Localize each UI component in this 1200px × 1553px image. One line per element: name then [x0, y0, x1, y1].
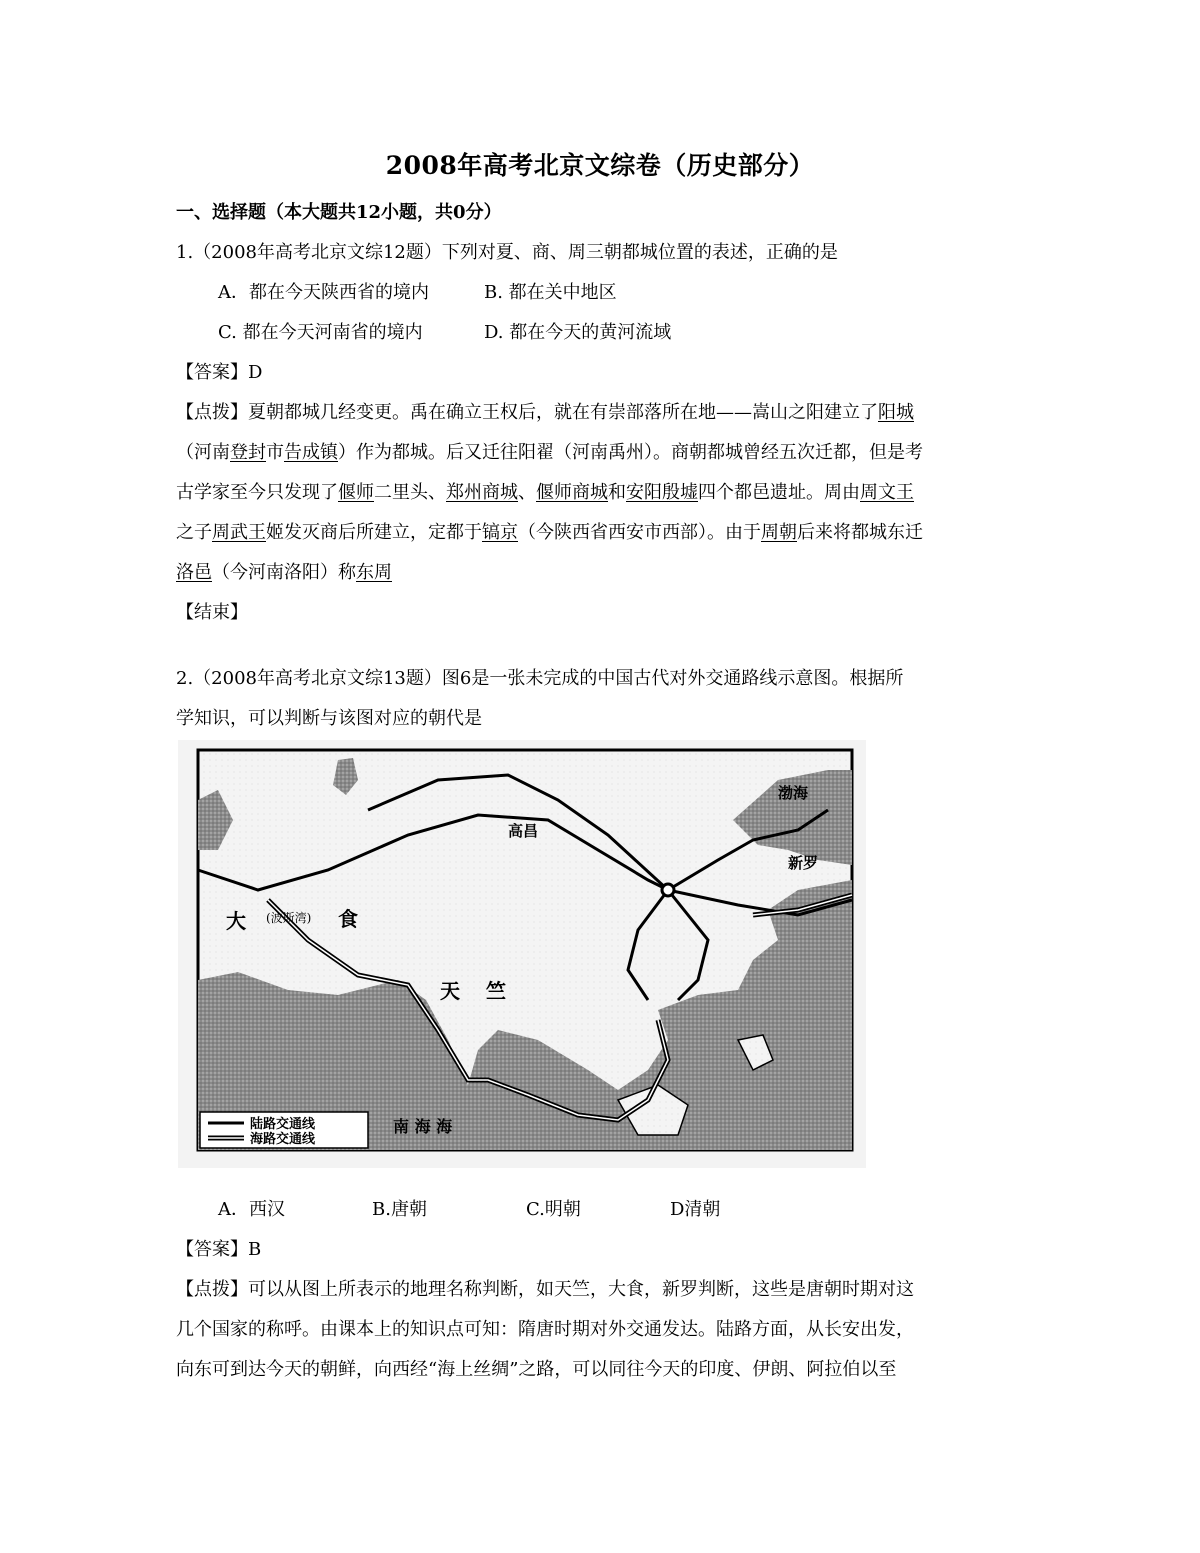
q2-option-a: A．西汉 [218, 1199, 285, 1220]
label-tianzhu-2: 竺 [486, 979, 506, 1003]
q1-explanation-line2 [176, 438, 923, 464]
text: 和 [608, 482, 626, 503]
q1-stem: 1.（2008年高考北京文综12题）下列对夏、商、周三朝都城位置的表述，正确的是 [176, 242, 838, 263]
q2-option-d: D清朝 [670, 1199, 721, 1220]
link-luoyi[interactable]: 洛邑 [176, 562, 212, 583]
link-zhou-wuwang[interactable]: 周武王 [212, 522, 266, 543]
legend-sea-label: 海路交通线 [250, 1132, 316, 1147]
link-haojing[interactable]: 镐京 [482, 522, 518, 543]
link-anyang-yinxu[interactable]: 安阳殷墟 [626, 482, 698, 503]
q2-option-b: B.唐朝 [372, 1199, 427, 1220]
q2-explanation-line1: 【点拨】可以从图上所表示的地理名称判断，如天竺，大食，新罗判断，这些是唐朝时期对这 [176, 1279, 914, 1300]
q2-explanation-line3: 向东可到达今天的朝鲜，向西经“海上丝绸”之路，可以同往今天的印度、伊朗、阿拉伯以至 [176, 1359, 897, 1380]
label-persian-gulf: (波斯湾) [266, 911, 312, 925]
ancient-trade-routes-map [178, 740, 866, 1168]
q1-explanation-line4 [176, 518, 923, 544]
text: 市 [266, 442, 284, 463]
text: （今陕西省西安市西部）。由于 [518, 522, 761, 543]
text: （河南 [176, 442, 230, 463]
q1-explanation-line3 [176, 478, 914, 504]
label-south-sea: 南 海 海 [393, 1117, 453, 1136]
text: 【点拨】夏朝都城几经变更。禹在确立王权后，就在有崇部落所在地——嵩山之阳建立了 [176, 402, 878, 423]
legend-land-label: 陆路交通线 [250, 1117, 316, 1132]
q2-option-c: C.明朝 [526, 1199, 581, 1220]
label-tianzhu-1: 天 [440, 979, 460, 1003]
label-gaochang: 高昌 [508, 822, 539, 840]
q1-end: 【结束】 [176, 602, 248, 623]
link-zhou-wenwang[interactable]: 周文王 [860, 482, 914, 503]
q1-option-b: B. 都在关中地区 [484, 282, 617, 303]
text: 二里头、 [374, 482, 446, 503]
link-yangcheng[interactable]: 阳城 [878, 402, 914, 423]
q1-options-row1 [218, 278, 617, 304]
text: ）作为都城。后又迁往阳翟（河南禹州）。商朝都城曾经五次迁都，但是考 [338, 442, 923, 463]
q1-options-row2 [218, 318, 671, 344]
text: 、 [518, 482, 536, 503]
label-dashi-1: 大 [226, 909, 246, 933]
q1-answer: 【答案】D [176, 362, 263, 383]
link-dongzhou[interactable]: 东周 [356, 562, 392, 583]
text: （今河南洛阳）称 [212, 562, 356, 583]
link-dengfeng[interactable]: 登封 [230, 442, 266, 463]
q1-option-d: D. 都在今天的黄河流域 [484, 322, 672, 343]
text: 古学家至今只发现了 [176, 482, 338, 503]
label-xinluo: 新罗 [788, 854, 819, 872]
page-title: 2008年高考北京文综卷（历史部分） [385, 151, 815, 180]
link-yanshi[interactable]: 偃师 [338, 482, 374, 503]
q2-stem-line1: 2.（2008年高考北京文综13题）图6是一张未完成的中国古代对外交通路线示意图。根据所 [176, 668, 904, 689]
link-gaochengzhen[interactable]: 告成镇 [284, 442, 338, 463]
text: 后来将都城东迁 [797, 522, 923, 543]
text: 之子 [176, 522, 212, 543]
text: 四个都邑遗址。周由 [698, 482, 860, 503]
q1-option-c: C. 都在今天河南省的境内 [218, 322, 423, 343]
section-header: 一、选择题（本大题共12小题，共0分） [176, 202, 502, 223]
text: 姬发灭商后所建立，定都于 [266, 522, 482, 543]
label-dashi-2: 食 [338, 907, 358, 931]
label-bohai: 渤海 [778, 784, 809, 802]
q2-stem-line2: 学知识，可以判断与该图对应的朝代是 [176, 708, 482, 729]
q2-options-row [218, 1195, 720, 1221]
q1-explanation-line5 [176, 558, 392, 584]
q1-explanation-line1 [176, 398, 914, 424]
link-zhouchao[interactable]: 周朝 [761, 522, 797, 543]
link-zhengzhou-shangcheng[interactable]: 郑州商城 [446, 482, 518, 503]
q2-explanation-line2: 几个国家的称呼。由课本上的知识点可知：隋唐时期对外交通发达。陆路方面，从长安出发， [176, 1319, 914, 1340]
q2-answer: 【答案】B [176, 1239, 262, 1260]
link-yanshi-shangcheng[interactable]: 偃师商城 [536, 482, 608, 503]
q1-option-a: A．都在今天陕西省的境内 [218, 282, 429, 303]
